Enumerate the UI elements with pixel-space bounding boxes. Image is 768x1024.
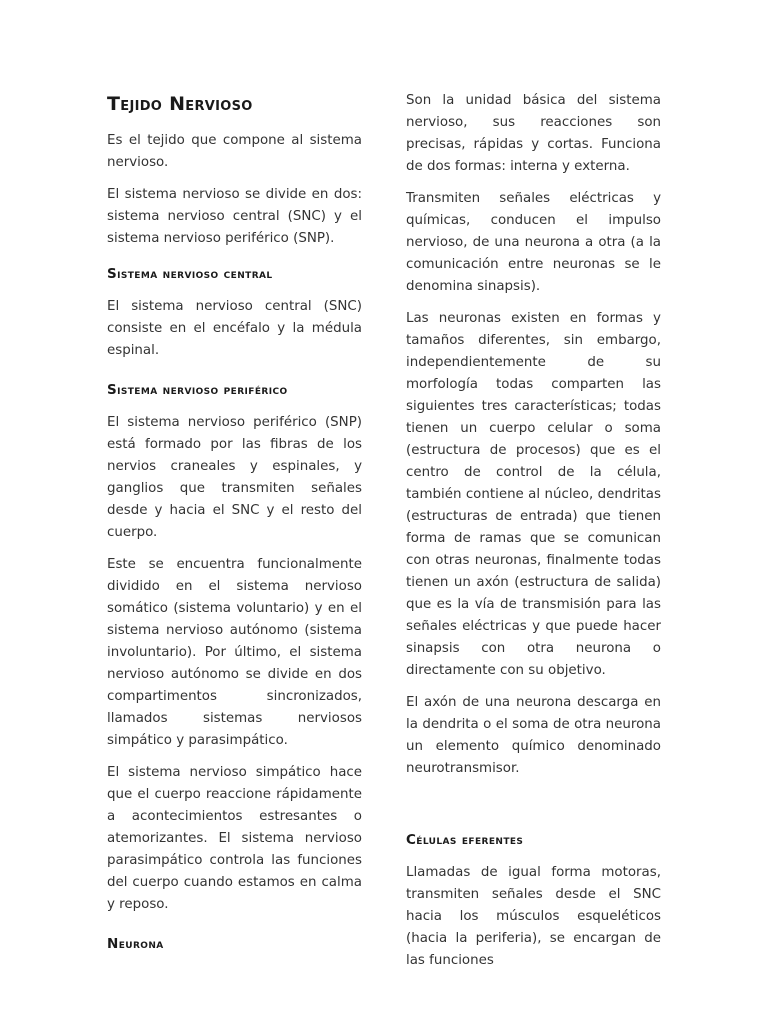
page-title: Tejido Nervioso [107, 93, 253, 115]
snp-paragraph-3: El sistema nervioso simpático hace que el cuerpo reaccione rápidamente a acontecimientos estresantes o atemorizantes. El sistema nervioso parasimpático controla las funciones del cuerpo cuando estamos en calma y reposo. [107, 765, 362, 912]
neurona-heading: Neurona [107, 936, 164, 952]
snc-paragraph: El sistema nervioso central (SNC) consiste en el encéfalo y la médula espinal. [107, 299, 362, 358]
efferent-cells-paragraph: Llamadas de igual forma motoras, transmiten señales desde el SNC hacia los músculos esqueléticos (hacia la periferia), se encargan de las funciones [406, 865, 661, 968]
neurona-paragraph-3: Las neuronas existen en formas y tamaños diferentes, sin embargo, independientemente de su morfología todas comparten las siguientes tres características; todas tienen un cuerpo celular o soma (estructura de procesos) que es el centro de control de la célula, también contiene al núcleo, dendritas (estructuras de entrada) que tienen forma de ramas que se comunican con otras neuronas, finalmente todas tienen un axón (estructura de salida) que es la vía de transmisión para las señales eléctricas y que puede hacer sinapsis con otra neurona o directamente con su objetivo. [406, 311, 661, 678]
intro-paragraph-1: Es el tejido que compone al sistema nervioso. [107, 133, 362, 170]
snp-paragraph-1: El sistema nervioso periférico (SNP) está formado por las fibras de los nervios craneales y espinales, y ganglios que transmiten señales desde y hacia el SNC y el resto del cuerpo. [107, 415, 362, 540]
efferent-cells-heading: Células eferentes [406, 832, 524, 848]
snc-heading: Sistema nervioso central [107, 266, 273, 282]
right-column [406, 90, 661, 982]
neurona-paragraph-2: Transmiten señales eléctricas y químicas, conducen el impulso nervioso, de una neurona a otra (a la comunicación entre neuronas se le denomina sinapsis). [406, 191, 661, 294]
neurona-paragraph-1: Son la unidad básica del sistema nervioso, sus reacciones son precisas, rápidas y cortas. Funciona de dos formas: interna y externa. [406, 93, 661, 174]
snp-heading: Sistema nervioso periférico [107, 382, 288, 398]
neurona-paragraph-4: El axón de una neurona descarga en la dendrita o el soma de otra neurona un elemento químico denominado neurotransmisor. [406, 695, 661, 776]
left-column [107, 90, 362, 966]
intro-paragraph-2: El sistema nervioso se divide en dos: sistema nervioso central (SNC) y el sistema nervioso periférico (SNP). [107, 187, 362, 246]
snp-paragraph-2: Este se encuentra funcionalmente dividido en el sistema nervioso somático (sistema voluntario) y en el sistema nervioso autónomo (sistema involuntario). Por último, el sistema nervioso autónomo se divide en dos compartimentos sincronizados, llamados sistemas nerviosos simpático y parasimpático. [107, 557, 362, 748]
